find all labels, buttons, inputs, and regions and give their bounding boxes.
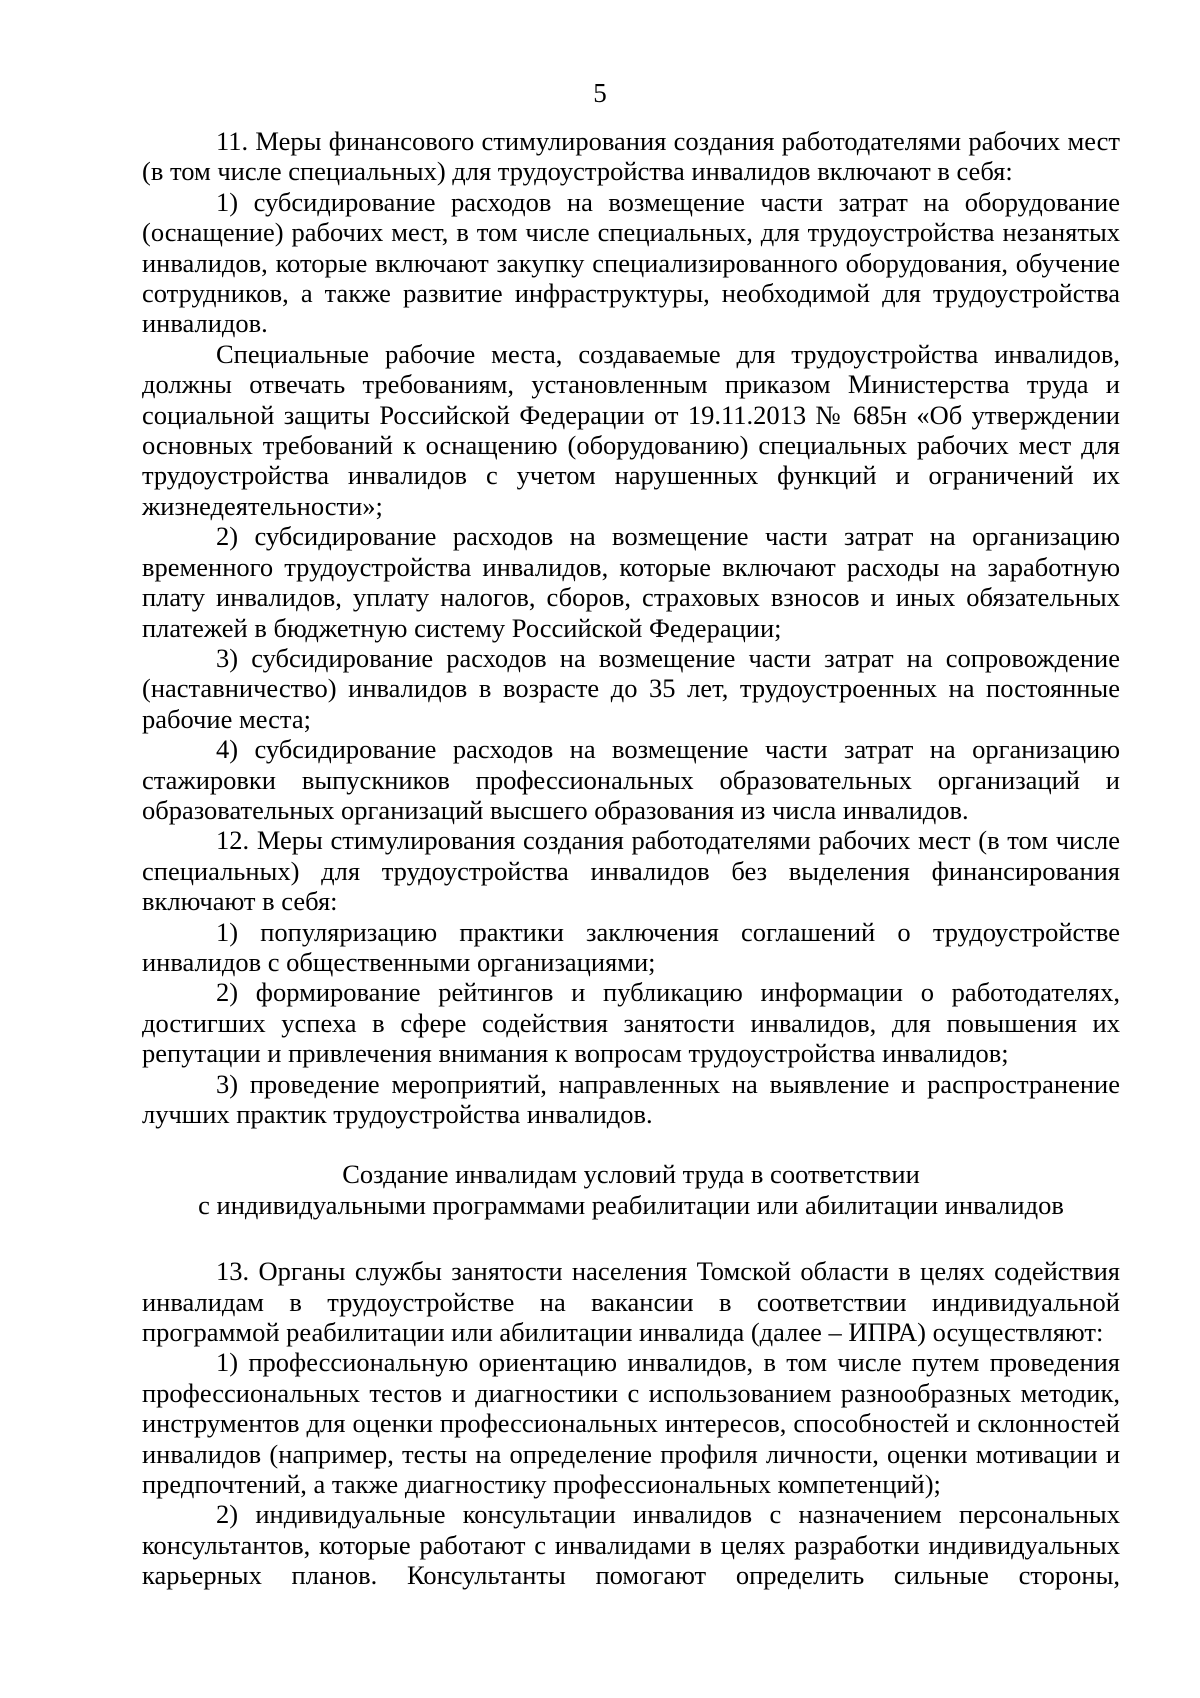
section-heading-line-2: с индивидуальными программами реабилитации или абилитации инвалидов (198, 1189, 1064, 1220)
section-heading-line-1: Создание инвалидам условий труда в соответствии (342, 1159, 920, 1190)
paragraph-13: 13. Органы службы занятости населения Томской области в целях содействия инвалидам в трудоустройстве на вакансии в соответствии индивидуальной программой реабилитации или абилитации инвалида (далее – ИПРА) осуществляют: (142, 1256, 1120, 1348)
paragraph-13-item-2: 2) индивидуальные консультации инвалидов с назначением персональных консультантов, которые работают с инвалидами в целях разработки индивидуальных карьерных планов. Консультанты помогают определить сильные стороны, (142, 1499, 1120, 1591)
paragraph-12-item-1: 1) популяризацию практики заключения соглашений о трудоустройстве инвалидов с общественными организациями; (142, 916, 1120, 977)
paragraph-13-item-1: 1) профессиональную ориентацию инвалидов, в том числе путем проведения профессиональных тестов и диагностики с использованием разнообразных методик, инструментов для оценки профессиональных интересов, способностей и склонностей инвалидов (например, тесты на определение профиля личности, оценки мотивации и предпочтений, а также диагностику профессиональных компетенций); (142, 1347, 1120, 1500)
paragraph-11-item-2: 2) субсидирование расходов на возмещение части затрат на организацию временного трудоустройства инвалидов, которые включают расходы на заработную плату инвалидов, уплату налогов, сборов, страховых взносов и иных обязательных платежей в бюджетную систему Российской Федерации; (142, 521, 1120, 643)
paragraph-11-item-4: 4) субсидирование расходов на возмещение части затрат на организацию стажировки выпускников профессиональных образовательных организаций и образовательных организаций высшего образования из числа инвалидов. (142, 734, 1120, 825)
paragraph-11: 11. Меры финансового стимулирования создания работодателями рабочих мест (в том числе специальных) для трудоустройства инвалидов включают в себя: (142, 126, 1120, 187)
paragraph-11-item-3: 3) субсидирование расходов на возмещение части затрат на сопровождение (наставничество) инвалидов в возрасте до 35 лет, трудоустроенных на постоянные рабочие места; (142, 642, 1120, 734)
paragraph-11-item-1: 1) субсидирование расходов на возмещение части затрат на оборудование (оснащение) рабочих мест, в том числе специальных, для трудоустройства незанятых инвалидов, которые включают закупку специализированного оборудования, обучение сотрудников, а также развитие инфраструктуры, необходимой для трудоустройства инвалидов. (142, 186, 1120, 339)
paragraph-12: 12. Меры стимулирования создания работодателями рабочих мест (в том числе специальных) для трудоустройства инвалидов без выделения финансирования включают в себя: (142, 825, 1120, 917)
page-number: 5 (593, 78, 607, 108)
paragraph-12-item-2: 2) формирование рейтингов и публикацию информации о работодателях, достигших успеха в сфере содействия занятости инвалидов, для повышения их репутации и привлечения внимания к вопросам трудоустройства инвалидов; (142, 977, 1120, 1069)
paragraph-12-item-3: 3) проведение мероприятий, направленных на выявление и распространение лучших практик трудоустройства инвалидов. (142, 1068, 1120, 1129)
document-body (142, 126, 1120, 1591)
paragraph-special-workplaces: Специальные рабочие места, создаваемые для трудоустройства инвалидов, должны отвечать требованиям, установленным приказом Министерства труда и социальной защиты Российской Федерации от 19.11.2013 № 685н «Об утверждении основных требований к оснащению (оборудованию) специальных рабочих мест для трудоустройства инвалидов с учетом нарушенных функций и ограничений их жизнедеятельности»; (142, 338, 1120, 521)
section-heading (142, 1159, 1120, 1220)
